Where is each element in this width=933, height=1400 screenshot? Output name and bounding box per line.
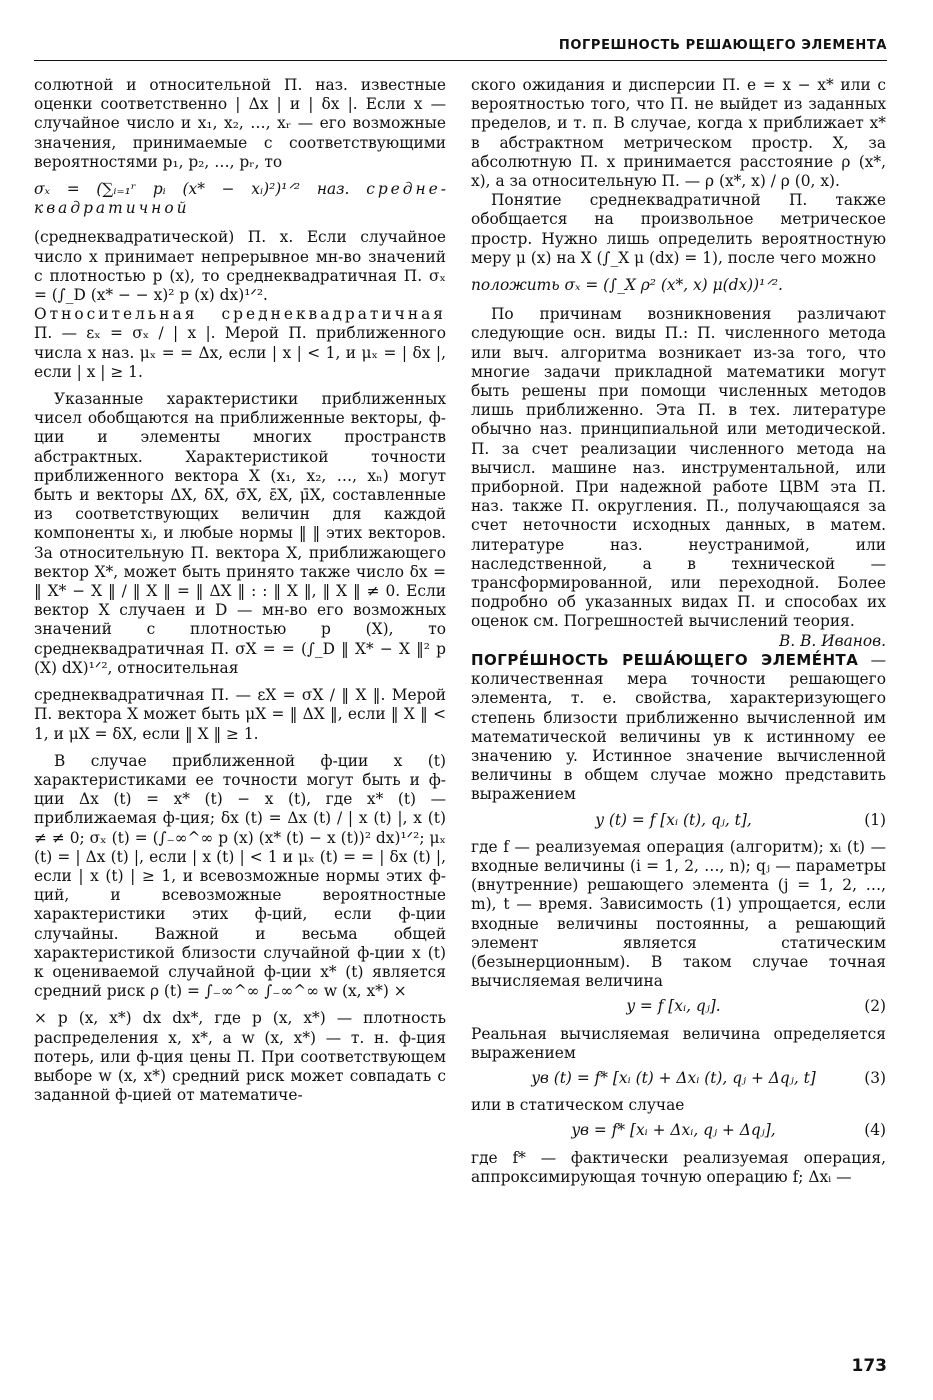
paragraph: или в статическом случае [471, 1096, 685, 1115]
equation-3: yв (t) = f* [xᵢ (t) + Δxᵢ (t), qⱼ + Δqⱼ, t] (3) [531, 1068, 886, 1087]
paragraph: среднеквадратичная П. — εX = σX / ‖ X ‖. Мерой П. вектора X может быть μX = ‖ ΔX ‖, если ‖ X ‖ < 1, и μX = δX, если ‖ X ‖ ≥ 1. [34, 686, 446, 743]
paragraph: где f* — фактически реализуемая операция, аппроксимирующая точную операцию f; Δxᵢ — [471, 1148, 886, 1186]
equation-number: (1) [864, 810, 886, 829]
formula-metric-sigma: положить σₓ = (∫_X ρ² (x*, x) μ(dx))¹ᐟ². [471, 276, 783, 295]
entry-paragraph: ПОГРЕ́ШНОСТЬ РЕША́ЮЩЕГО ЭЛЕМЕ́НТА — количественная мера точности решающего элемента, т. е. свойства, характеризующего степень близости приближенно вычисленной им математической величины yв к истинному ее значению y. Истинное значение вычисленной величины в общем случае можно представить выражением [471, 650, 886, 804]
equation-2: y = f [xᵢ, qⱼ]. (2) [626, 997, 886, 1016]
paragraph: Относительная среднеквадратичная П. — εₓ = σₓ / | x |. Мерой П. приближенного числа x наз. μₓ = = Δx, если | x | < 1, и μₓ = | δx |, если | x | ≥ 1. [34, 305, 446, 381]
equation-number: (4) [864, 1121, 886, 1140]
paragraph: Понятие среднеквадратичной П. также обобщается на произвольное метрическое простр. Нужно лишь определить вероятностную меру μ (x) на X (∫_X μ (dx) = 1), после чего можно [471, 191, 886, 267]
paragraph: Реальная вычисляемая величина определяется выражением [471, 1024, 886, 1062]
paragraph: где f — реализуемая операция (алгоритм); xᵢ (t) — входные величины (i = 1, 2, …, n); qⱼ — параметры (внутренние) решающего элемента (j = 1, 2, …, m), t — время. Зависимость (1) упрощается, если входные величины постоянны, а решающий элемент является статическим (безынерционным). В таком случае точная вычисляемая величина [471, 837, 886, 991]
right-column [471, 76, 886, 1187]
spaced-term: среднеквадратичной [34, 180, 446, 218]
equation-number: (3) [864, 1068, 886, 1087]
paragraph: × p (x, x*) dx dx*, где p (x, x*) — плотность распределения x, x*, а w (x, x*) — т. н. ф-ция потерь, или ф-ция цены П. При соответствующем выборе w (x, x*) средний риск может совпадать с заданной ф-цией от математиче- [34, 1009, 446, 1105]
spaced-term: Относительная среднеквадратичная [34, 305, 446, 324]
paragraph: По причинам возникновения различают следующие осн. виды П.: П. численного метода или выч. алгоритма возникает из-за того, что многие задачи прикладной математики могут быть решены при помощи численных методов лишь приближенно. Эта П. в тех. литературе обычно наз. принципиальной или методической. П. за счет реализации численного метода на вычисл. машине наз. инструментальной, или приборной. При надежной работе ЦВМ эта П. наз. также П. округления. П., получающаяся за счет неточности исходных данных, в матем. литературе наз. неустранимой, или наследственной, а в технической — трансформированной, или переходной. Более подробно об указанных видах П. и способах их оценок см. Погрешностей вычислений теория. [471, 305, 886, 631]
equation-1: y (t) = f [xᵢ (t), qⱼ, t], (1) [595, 810, 886, 829]
paragraph: солютной и относительной П. наз. известные оценки соответственно | Δx | и | δx |. Если x — случайное число и x₁, x₂, …, xᵣ — его возможные значения, принимаемые с соответствующими вероятностями p₁, p₂, …, pᵣ, то [34, 76, 446, 171]
formula-sigma-x: σₓ = (∑ᵢ₌₁ʳ pᵢ (x* − xᵢ)²)¹ᐟ² наз. среднеквадратичной [34, 180, 446, 218]
paragraph: (среднеквадратической) П. x. Если случайное число x принимает непрерывное мн-во значений с плотностью p (x), то среднеквадратичная П. σₓ = (∫_D (x* − − x)² p (x) dx)¹ᐟ². [34, 228, 446, 305]
author-signature: В. В. Иванов. [779, 631, 886, 650]
equation-number: (2) [864, 997, 886, 1016]
page-number: 173 [851, 1356, 887, 1376]
paragraph: В случае приближенной ф-ции x (t) характеристиками ее точности могут быть и ф-ции Δx (t) = x* (t) − x (t), где x* (t) — приближаемая ф-ция; δx (t) = Δx (t) / | x (t) |, x (t) ≠ ≠ 0; σₓ (t) = (∫₋∞^∞ p (x) (x* (t) − x (t))² dx)¹ᐟ²; μₓ (t) = | Δx (t) |, если | x (t) | < 1 и μₓ (t) = = | δx (t) |, если | x (t) | ≥ 1, и всевозможные нормы этих ф-ций, и всевозможные вероятностные характеристики этих ф-ций, если ф-ции случайны. Важной и весьма общей характеристикой близости случайной ф-ции x (t) к оцениваемой случайной ф-ции x* (t) является средний риск ρ (t) = ∫₋∞^∞ ∫₋∞^∞ w (x, x*) × [34, 751, 446, 1001]
left-column [34, 76, 446, 1105]
paragraph: ского ожидания и дисперсии П. e = x − x* или с вероятностью того, что П. не выйдет из заданных пределов, и т. п. В случае, когда x приближает x* в абстрактном метрическом простр. X, за абсолютную П. x принимается расстояние ρ (x*, x), а за относительную П. — ρ (x*, x) / ρ (0, x). [471, 76, 886, 191]
running-header [34, 32, 887, 61]
entry-title: ПОГРЕ́ШНОСТЬ РЕША́ЮЩЕГО ЭЛЕМЕ́НТА [471, 650, 859, 669]
equation-4: yв = f* [xᵢ + Δxᵢ, qⱼ + Δqⱼ], (4) [571, 1121, 886, 1140]
running-title: ПОГРЕШНОСТЬ РЕШАЮЩЕГО ЭЛЕМЕНТА [558, 38, 887, 53]
paragraph: Указанные характеристики приближенных чисел обобщаются на приближенные векторы, ф-ции и элементы многих пространств абстрактных. Характеристикой точности приближенного вектора X (x₁, x₂, …, xₙ) могут быть и векторы ΔX, δX, σ̄X, ε̄X, μ̄X, составленные из соответствующих величин для каждой компоненты xᵢ, и любые нормы ‖ ‖ этих векторов. За относительную П. вектора X, приближающего вектор X*, может быть принято также число δx = ‖ X* − X ‖ / ‖ X ‖ = ‖ ΔX ‖ : : ‖ X ‖, ‖ X ‖ ≠ 0. Если вектор X случаен и D — мн-во его возможных значений с плотностью p (X), то среднеквадратичная П. σX = = (∫_D ‖ X* − X ‖² p (X) dX)¹ᐟ², относительная [34, 390, 446, 677]
